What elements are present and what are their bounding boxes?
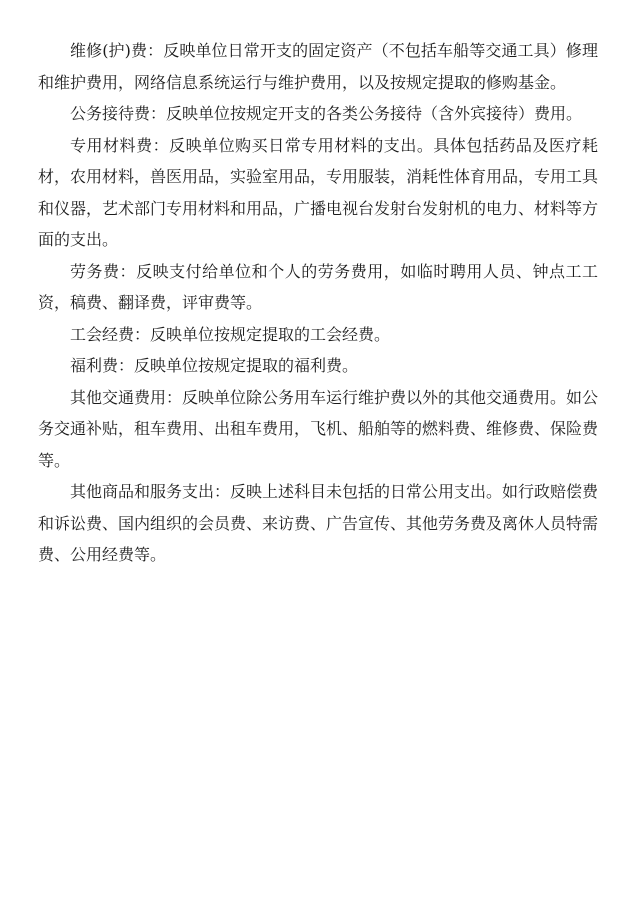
paragraph-welfare-fee: 福利费：反映单位按规定提取的福利费。 [70,356,359,375]
paragraph-official-reception-fee: 公务接待费：反映单位按规定开支的各类公务接待（含外宾接待）费用。 [70,104,583,123]
paragraph-union-fund: 工会经费：反映单位按规定提取的工会经费。 [70,324,391,344]
paragraph-repair-maintenance-fee: 维修(护)费：反映单位日常开支的固定资产（不包括车船等交通工具）修理和维护费用，网络信息系统运行与维护费用，以及按规定提取的修购基金。 [38,41,598,92]
paragraph-other-goods-services: 其他商品和服务支出：反映上述科目未包括的日常公用支出。如行政赔偿费和诉讼费、国内组织的会员费、来访费、广告宣传、其他劳务费及离休人员特需费、公用经费等。 [38,482,599,564]
paragraph-special-materials-fee: 专用材料费：反映单位购买日常专用材料的支出。具体包括药品及医疗耗材，农用材料，兽医用品，实验室用品，专用服装，消耗性体育用品，专用工具和仪器，艺术部门专用材料和用品，广播电视台发射台发射机的电力、材料等方面的支出。 [38,135,599,249]
paragraph-labor-fee: 劳务费：反映支付给单位和个人的劳务费用，如临时聘用人员、钟点工工资，稿费、翻译费，评审费等。 [38,261,598,312]
paragraph-other-transport-fee: 其他交通费用：反映单位除公务用车运行维护费以外的其他交通费用。如公务交通补贴，租车费用、出租车费用，飞机、船舶等的燃料费、维修费、保险费等。 [38,387,599,470]
document-body [38,35,598,571]
